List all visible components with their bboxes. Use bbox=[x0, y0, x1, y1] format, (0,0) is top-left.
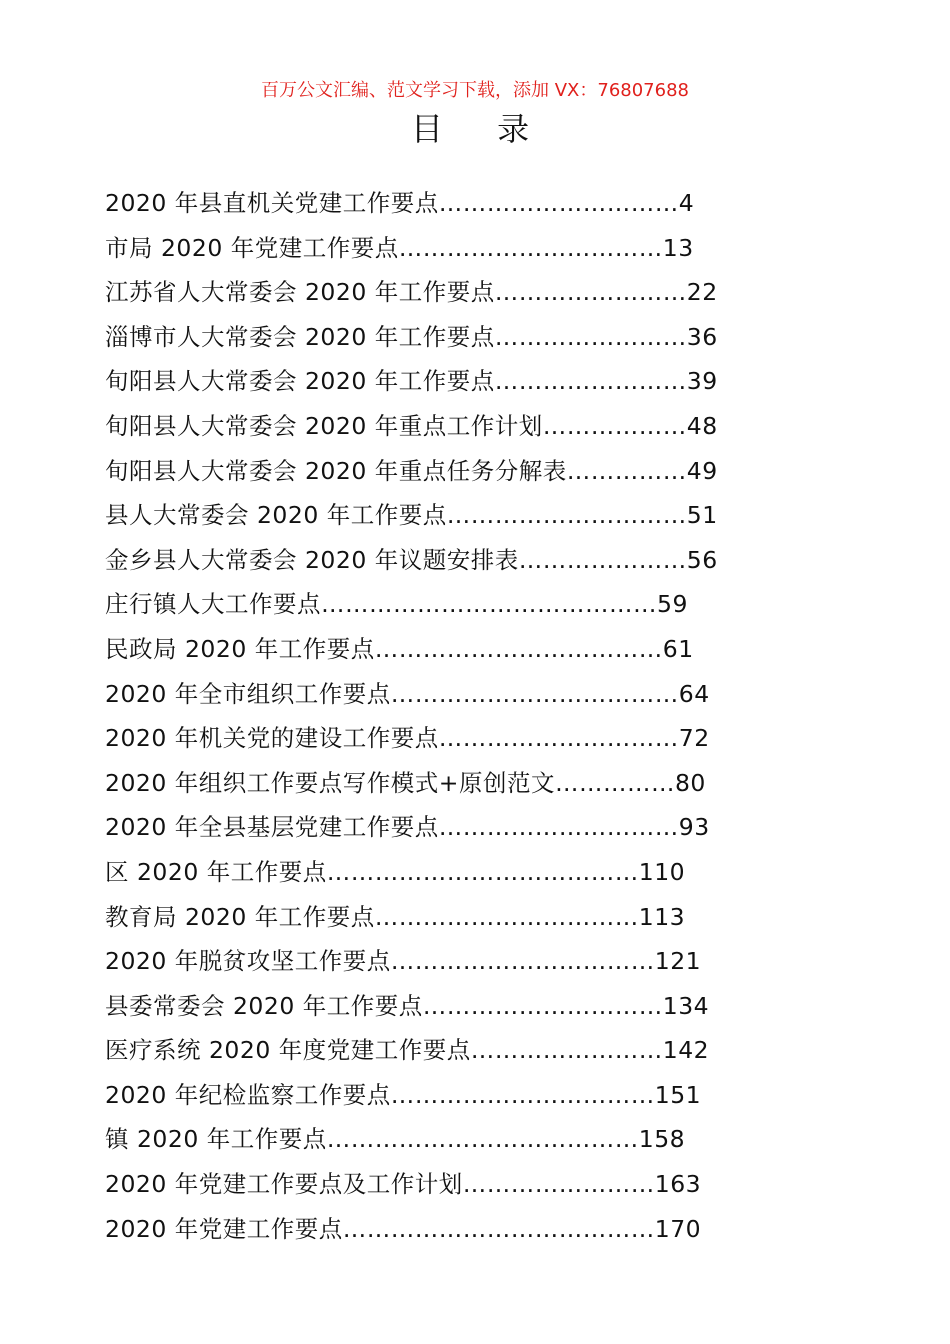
toc-entry[interactable]: 县委常委会 2020 年工作要点…………………………134 bbox=[105, 991, 710, 1020]
toc-entry[interactable]: 市局 2020 年党建工作要点……………………………13 bbox=[105, 233, 694, 262]
toc-entry[interactable]: 2020 年党建工作要点…………………………………170 bbox=[105, 1214, 702, 1243]
toc-entry[interactable]: 旬阳县人大常委会 2020 年重点工作计划………………48 bbox=[105, 411, 718, 440]
toc-entry[interactable]: 区 2020 年工作要点…………………………………110 bbox=[105, 857, 686, 886]
toc-entry[interactable]: 2020 年机关党的建设工作要点…………………………72 bbox=[105, 724, 710, 753]
toc-entry[interactable]: 淄博市人大常委会 2020 年工作要点……………………36 bbox=[105, 322, 718, 351]
toc-entry[interactable]: 2020 年县直机关党建工作要点…………………………4 bbox=[105, 189, 695, 217]
toc-entry[interactable]: 2020 年脱贫攻坚工作要点……………………………121 bbox=[105, 947, 702, 976]
toc-entry[interactable]: 旬阳县人大常委会 2020 年工作要点……………………39 bbox=[105, 367, 718, 396]
toc-entry[interactable]: 医疗系统 2020 年度党建工作要点……………………142 bbox=[105, 1036, 710, 1065]
toc-entry[interactable]: 民政局 2020 年工作要点………………………………61 bbox=[105, 634, 694, 663]
toc-entry[interactable]: 2020 年全市组织工作要点………………………………64 bbox=[105, 679, 710, 708]
toc-entry[interactable]: 2020 年党建工作要点及工作计划……………………163 bbox=[105, 1170, 702, 1199]
toc-entry[interactable]: 2020 年纪检监察工作要点……………………………151 bbox=[105, 1080, 702, 1109]
toc-entry[interactable]: 江苏省人大常委会 2020 年工作要点……………………22 bbox=[105, 278, 718, 307]
toc-entry[interactable]: 金乡县人大常委会 2020 年议题安排表…………………56 bbox=[105, 545, 718, 574]
toc-entry[interactable]: 2020 年组织工作要点写作模式+原创范文……………80 bbox=[105, 768, 706, 797]
toc-entry[interactable]: 教育局 2020 年工作要点……………………………113 bbox=[105, 902, 686, 931]
toc-entry[interactable]: 旬阳县人大常委会 2020 年重点任务分解表……………49 bbox=[105, 456, 718, 485]
toc-entry[interactable]: 县人大常委会 2020 年工作要点…………………………51 bbox=[105, 501, 718, 530]
toc-entry[interactable]: 庄行镇人大工作要点……………………………………59 bbox=[105, 590, 688, 619]
toc-entry[interactable]: 镇 2020 年工作要点…………………………………158 bbox=[105, 1125, 686, 1154]
page-title: 目 录 bbox=[410, 110, 552, 148]
watermark-text: 百万公文汇编、范文学习下载，添加 VX：76807688 bbox=[261, 80, 689, 101]
table-of-contents bbox=[105, 181, 718, 1251]
toc-entry[interactable]: 2020 年全县基层党建工作要点…………………………93 bbox=[105, 813, 710, 842]
